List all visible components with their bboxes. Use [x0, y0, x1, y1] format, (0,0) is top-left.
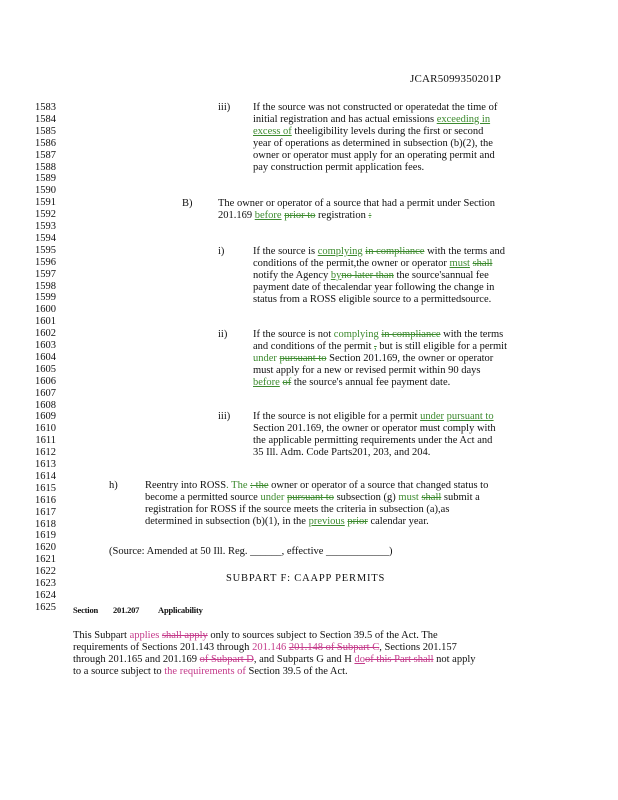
text-segment: , and Subparts G and H	[253, 654, 355, 665]
inserted-text: before	[253, 377, 280, 388]
subpart-title: SUBPART F: CAAPP PERMITS	[226, 573, 386, 584]
text-line: Section 201.169, the owner or operator must comply with	[253, 423, 496, 434]
deleted-text: prior	[347, 516, 368, 527]
text-segment: but is still eligible for a permit	[376, 341, 508, 352]
line-number: 1623	[35, 578, 56, 589]
text-segment: )	[389, 546, 393, 557]
text-segment: with the terms	[440, 329, 504, 340]
line-number: 1600	[35, 304, 56, 316]
deleted-text: pursuant to	[287, 492, 334, 503]
line-number: 1605	[35, 363, 56, 375]
text-segment: through 201.165 and 201.169	[73, 654, 200, 665]
item-label: B)	[182, 198, 193, 209]
item-label: i)	[218, 246, 225, 257]
text-segment: conditions of the permit,the owner or operator	[253, 258, 450, 269]
line-number: 1584	[35, 113, 56, 125]
line-number: 1592	[35, 209, 56, 221]
inserted-text: 201.146	[252, 642, 287, 653]
line-number: 1616	[35, 494, 56, 506]
deleted-text: shall	[472, 258, 493, 269]
text-line	[73, 630, 438, 642]
line-number: 1595	[35, 244, 56, 256]
inserted-text: the requirements	[164, 666, 235, 677]
text-line	[145, 492, 480, 504]
text-segment: notify the Agency	[253, 270, 331, 281]
line-number: 1624	[35, 589, 56, 601]
line-number: 1587	[35, 149, 56, 161]
text-line	[145, 516, 429, 528]
text-line: must apply for a new or revised permit within 90 days	[253, 365, 481, 376]
text-segment: If the source is not eligible for a permit	[253, 411, 421, 422]
inserted-text: exceeding in	[436, 114, 491, 125]
deleted-text: : the	[250, 480, 269, 491]
text-segment: 201.169	[218, 210, 255, 221]
text-segment: the source's annual fee payment date.	[291, 377, 451, 388]
line-number: 1585	[35, 125, 56, 137]
text-line: registration for ROSS if the source meets the criteria in subsection (a),as	[145, 504, 450, 515]
line-number: 1615	[35, 482, 56, 494]
line-number: 1597	[35, 268, 56, 280]
text-line	[253, 353, 493, 365]
inserted-text: pursuant to	[446, 411, 494, 422]
source-note	[109, 546, 393, 558]
text-line: If the source was not constructed or operatedat the time of	[253, 102, 498, 113]
line-number: 1622	[35, 566, 56, 578]
deleted-text: in compliance	[381, 329, 441, 340]
line-number: 1608	[35, 399, 56, 411]
inserted-text: under	[260, 492, 285, 503]
text-segment: not apply	[433, 654, 476, 665]
line-number: 1604	[35, 351, 56, 363]
inserted-text: of	[234, 666, 246, 677]
line-number: 1586	[35, 137, 56, 149]
line-number: 1619	[35, 530, 56, 542]
text-line: payment date of thecalendar year following the change in	[253, 282, 495, 293]
line-number: 1593	[35, 221, 56, 232]
inserted-text: under	[420, 411, 444, 422]
line-number: 1589	[35, 173, 56, 185]
text-segment: If the source is not	[253, 329, 334, 340]
line-number: 1625	[35, 601, 56, 613]
text-segment: become a permitted source	[145, 492, 261, 503]
text-segment: Section 201.169, the owner or operator	[326, 353, 494, 364]
text-line	[253, 377, 450, 389]
line-number: 1591	[35, 197, 56, 209]
deleted-text: shall apply	[161, 630, 208, 641]
text-line	[253, 258, 492, 270]
item-label: ii)	[218, 329, 228, 340]
deleted-text: of this Part shall	[364, 654, 434, 665]
inserted-text: under	[253, 353, 277, 364]
text-line: pay construction permit application fees.	[253, 162, 425, 173]
text-segment: subsection (g)	[333, 492, 399, 503]
text-line	[253, 114, 490, 126]
deleted-text: pursuant to	[279, 353, 327, 364]
deleted-text: in compliance	[365, 246, 425, 257]
text-segment: to a source subject to	[73, 666, 165, 677]
item-label: h)	[109, 480, 118, 491]
text-segment: determined in subsection (b)(1), in the	[145, 516, 309, 527]
text-segment: This Subpart	[73, 630, 130, 641]
line-number: 1603	[35, 340, 56, 351]
inserted-text: applies	[129, 630, 160, 641]
section-label: Section	[73, 605, 99, 615]
line-number: 1610	[35, 423, 56, 435]
line-number: 1614	[35, 470, 56, 482]
text-segment: Reentry into ROSS	[145, 480, 227, 491]
text-segment: Section 39.5 of the Act.	[245, 666, 348, 677]
text-line	[253, 411, 494, 423]
document-code: JCAR5099350201P	[410, 73, 502, 85]
inserted-text: before	[254, 210, 282, 221]
text-segment: only to sources subject to Section 39.5 of the Act. The	[207, 630, 438, 641]
inserted-text: excess of	[253, 126, 292, 137]
line-number: 1612	[35, 447, 56, 459]
deleted-text: of	[282, 377, 292, 388]
line-number: 1620	[35, 542, 56, 554]
deleted-text: 201.148 of Subpart C	[288, 642, 380, 653]
line-number: 1602	[35, 328, 56, 340]
text-line: owner or operator must apply for an operating permit and	[253, 150, 495, 161]
inserted-text: do	[354, 654, 365, 665]
deleted-text: prior to	[284, 210, 316, 221]
inserted-text: must	[449, 258, 470, 269]
line-number: 1590	[35, 185, 56, 197]
line-number: 1583	[35, 102, 56, 113]
text-segment: owner or operator of a source that changed status to	[268, 480, 489, 491]
text-line	[218, 210, 371, 222]
item-label: iii)	[218, 411, 231, 422]
text-segment: calendar year.	[367, 516, 429, 527]
text-line: the applicable permitting requirements under the Act and	[253, 435, 493, 446]
inserted-text: . The	[226, 480, 248, 491]
text-line	[253, 246, 505, 258]
deleted-text: shall	[421, 492, 442, 503]
text-line: status from a ROSS eligible source to a permittedsource.	[253, 294, 492, 305]
text-segment: initial registration and has actual emissions	[253, 114, 437, 125]
inserted-text: previous	[308, 516, 345, 527]
line-number: 1611	[35, 435, 56, 447]
deleted-text: ,	[374, 341, 377, 352]
blank-field: ______	[250, 546, 282, 557]
item-label: iii)	[218, 102, 231, 113]
line-number: 1613	[35, 459, 56, 470]
text-segment: , effective	[281, 546, 327, 557]
line-number: 1609	[35, 411, 56, 423]
text-line	[73, 642, 457, 654]
inserted-text: by	[330, 270, 342, 281]
text-segment: requirements of Sections 201.143 through	[73, 642, 253, 653]
line-number: 1606	[35, 375, 56, 387]
text-line	[253, 126, 483, 138]
text-segment: theeligibility levels during the first or second	[291, 126, 484, 137]
line-number: 1617	[35, 506, 56, 518]
text-line	[73, 666, 348, 678]
deleted-text: no later than	[341, 270, 394, 281]
text-segment: , Sections 201.157	[379, 642, 457, 653]
text-segment: with the terms and	[424, 246, 505, 257]
line-number: 1588	[35, 161, 56, 173]
text-segment: and conditions of the permit	[253, 341, 375, 352]
inserted-text: complying	[317, 246, 363, 257]
text-line	[253, 270, 489, 282]
text-line	[253, 341, 507, 353]
line-number: 1599	[35, 292, 56, 304]
inserted-text: must	[398, 492, 419, 503]
text-segment: If the source is	[253, 246, 318, 257]
text-line: year of operations as determined in subsection (b)(2), the	[253, 138, 493, 149]
text-line	[73, 654, 476, 666]
section-title: Applicability	[158, 605, 203, 615]
line-number: 1618	[35, 518, 56, 530]
deleted-text: of Subpart D	[199, 654, 254, 665]
line-number: 1607	[35, 387, 56, 399]
line-number: 1596	[35, 256, 56, 268]
text-segment: (Source: Amended at 50 Ill. Reg.	[109, 546, 251, 557]
section-number: 201.207	[113, 605, 140, 615]
line-number: 1594	[35, 232, 56, 244]
line-number: 1598	[35, 280, 56, 292]
text-line	[253, 329, 503, 341]
text-line	[145, 480, 488, 492]
text-segment: registration	[315, 210, 369, 221]
text-line: The owner or operator of a source that had a permit under Section	[218, 198, 495, 209]
line-number: 1621	[35, 554, 56, 566]
deleted-text: :	[368, 210, 372, 221]
blank-field: ____________	[326, 546, 390, 557]
text-segment: the source'sannual fee	[393, 270, 489, 281]
line-number: 1601	[35, 316, 56, 328]
text-segment: submit a	[441, 492, 480, 503]
text-line: 35 Ill. Adm. Code Parts201, 203, and 204.	[253, 447, 431, 458]
inserted-text: complying	[333, 329, 379, 340]
